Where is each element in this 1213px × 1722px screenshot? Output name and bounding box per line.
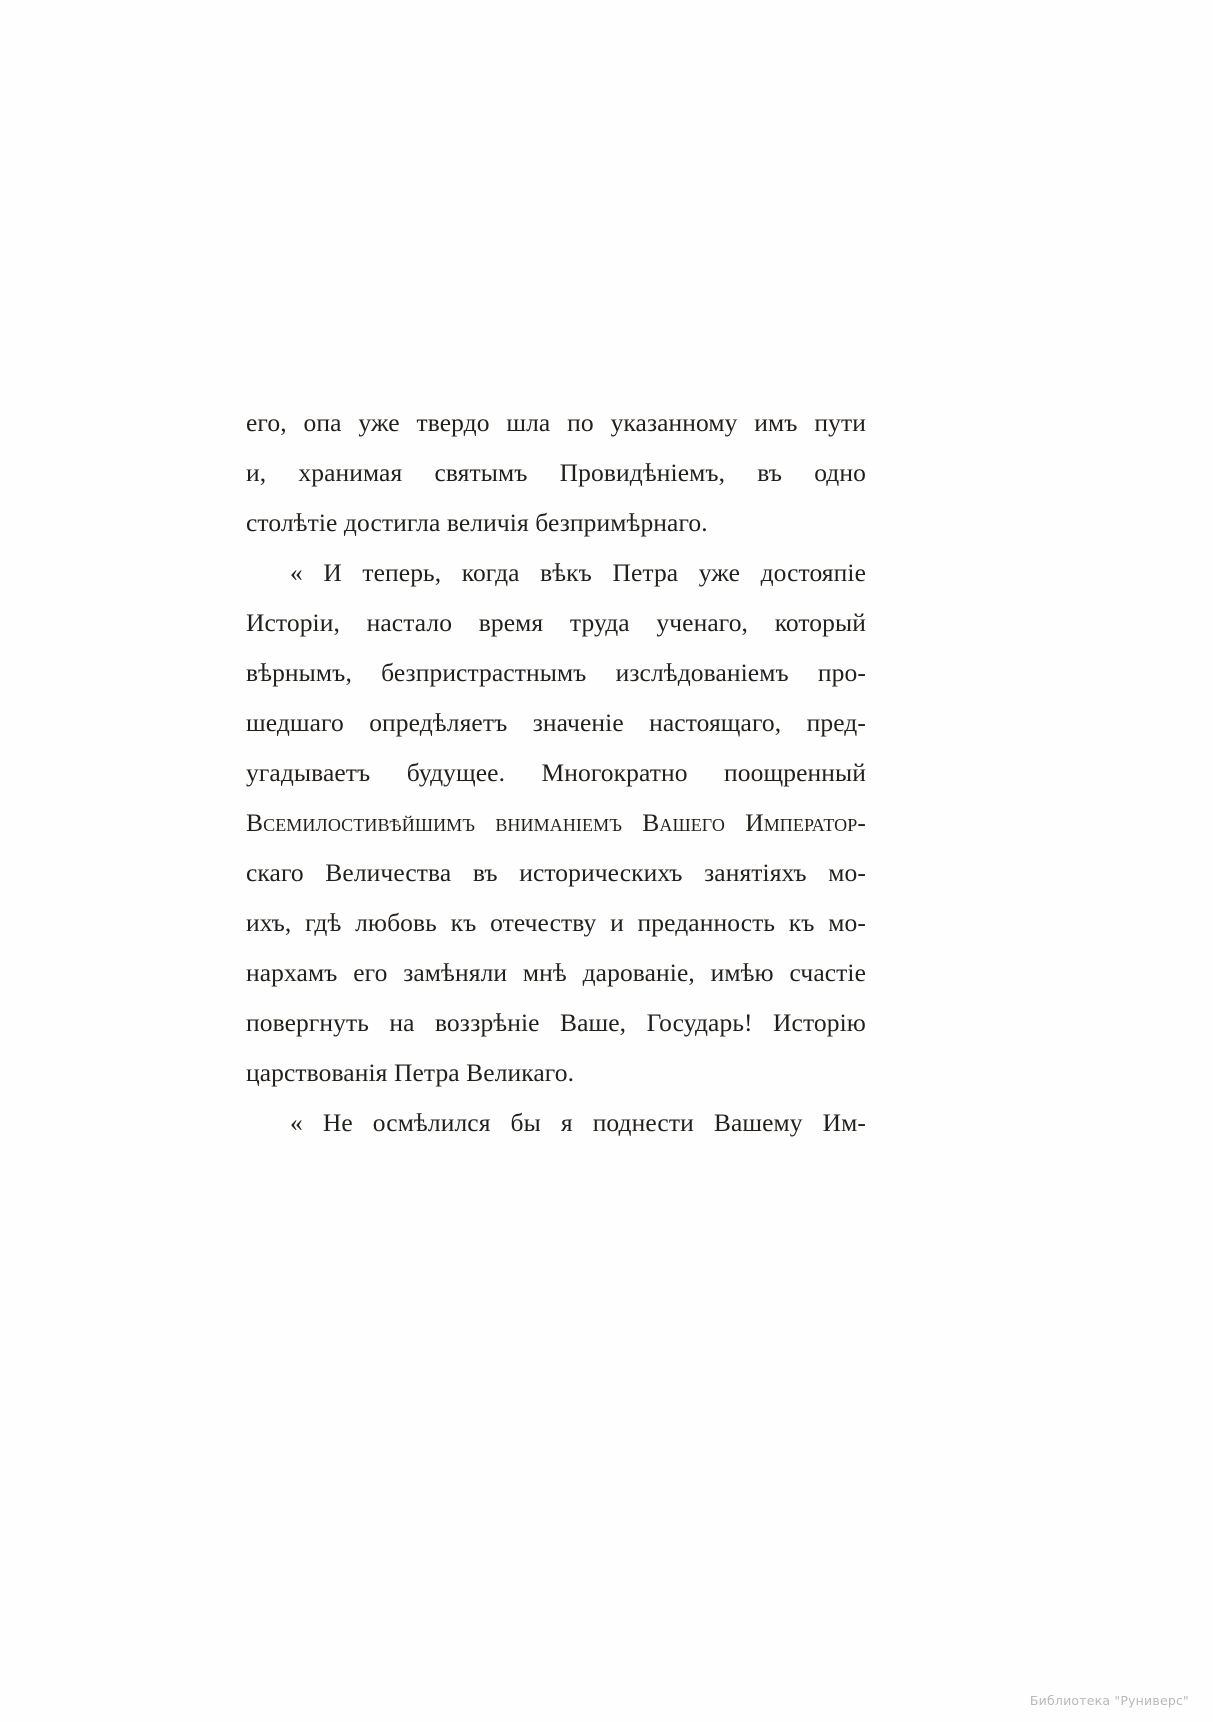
word: поднести: [592, 1108, 694, 1137]
word: опа: [303, 408, 342, 437]
word: по: [567, 408, 594, 437]
word: нархамъ: [246, 958, 338, 987]
word: Всемилостивѣйшимъ: [246, 808, 476, 837]
word: указанному: [610, 408, 738, 437]
word: пред-: [806, 708, 866, 737]
word: гдѣ: [305, 908, 342, 937]
word: шедшаго: [246, 708, 344, 737]
word: его,: [246, 408, 287, 437]
word: который: [774, 608, 866, 637]
word: Государь!: [646, 1008, 753, 1037]
word: къ: [450, 908, 477, 937]
word: одно: [814, 458, 866, 487]
library-credit: Библиотека "Руниверс": [1029, 1693, 1189, 1708]
word: достояпіе: [760, 558, 866, 587]
text-line: [246, 598, 866, 648]
word: шла: [506, 408, 551, 437]
word: дарованіе,: [582, 958, 695, 987]
word: воззрѣніе: [434, 1008, 540, 1037]
word: занятіяхъ: [704, 858, 807, 887]
word: Многократно: [541, 758, 688, 787]
word: повергнуть: [246, 1008, 369, 1037]
word: отечеству: [490, 908, 597, 937]
word: мо-: [828, 908, 866, 937]
word: къ: [788, 908, 815, 937]
word: Им-: [822, 1108, 866, 1137]
word: опредѣляетъ: [369, 708, 508, 737]
word: вѣкъ: [540, 558, 592, 587]
word: труда: [569, 608, 630, 637]
word: на: [389, 1008, 415, 1037]
word: уже: [358, 408, 400, 437]
word: Вашему: [713, 1108, 803, 1137]
paragraph-1: [246, 398, 866, 548]
text-line: [246, 948, 866, 998]
word: въ: [757, 458, 783, 487]
word: замѣняли: [403, 958, 508, 987]
word: поощренный: [724, 758, 866, 787]
word: Исторію: [773, 1008, 866, 1037]
word: теперь,: [362, 558, 442, 587]
text-line: [246, 448, 866, 498]
word: «: [290, 1108, 303, 1137]
word: счастіе: [789, 958, 866, 987]
word: святымъ: [434, 458, 528, 487]
paragraph-2: [246, 548, 866, 1098]
word: въ: [472, 858, 498, 887]
word: Не: [322, 1108, 353, 1137]
text-line: [246, 548, 866, 598]
text-line: [246, 898, 866, 948]
word: будущее.: [406, 758, 506, 787]
word: любовь: [355, 908, 437, 937]
word: бы: [510, 1108, 541, 1137]
word: настоящаго,: [649, 708, 782, 737]
word: Ваше,: [560, 1008, 627, 1037]
word: ученаго,: [656, 608, 749, 637]
word: твердо: [416, 408, 490, 437]
word: и: [610, 908, 624, 937]
word: мнѣ: [522, 958, 567, 987]
text-line: [246, 998, 866, 1048]
word: время: [478, 608, 544, 637]
paragraph-3: [246, 1098, 866, 1148]
word: Вашего: [642, 808, 725, 837]
word: преданность: [637, 908, 776, 937]
word: настало: [366, 608, 453, 637]
word: пути: [814, 408, 866, 437]
text-line: [246, 748, 866, 798]
word: И: [323, 558, 342, 587]
word: когда: [461, 558, 520, 587]
word: про-: [817, 658, 866, 687]
word: «: [290, 558, 303, 587]
text-line: [246, 1098, 866, 1148]
word: изслѣдованіемъ: [615, 658, 789, 687]
word: вниманіемъ: [495, 808, 623, 837]
text-line: [246, 648, 866, 698]
word: мо-: [828, 858, 866, 887]
text-line: [246, 398, 866, 448]
word: Провидѣніемъ,: [559, 458, 726, 487]
word: я: [560, 1108, 573, 1137]
word: имъ: [754, 408, 798, 437]
word: Величества: [325, 858, 452, 887]
word: вѣрнымъ,: [246, 658, 352, 687]
word: Император-: [745, 808, 866, 837]
word: уже: [698, 558, 741, 587]
word: его: [353, 958, 388, 987]
word: значеніе: [532, 708, 624, 737]
word: угадываетъ: [246, 758, 371, 787]
text-line: [246, 848, 866, 898]
word: Исторіи,: [246, 608, 340, 637]
text-line: [246, 698, 866, 748]
word: хранимая: [298, 458, 403, 487]
text-line: царствованія Петра Великаго.: [246, 1058, 575, 1087]
word: Петра: [612, 558, 679, 587]
body-text: [246, 398, 866, 1148]
text-line: [246, 798, 866, 848]
word: историческихъ: [519, 858, 683, 887]
word: имѣю: [710, 958, 774, 987]
word: и,: [246, 458, 267, 487]
word: скаго: [246, 858, 304, 887]
word: осмѣлился: [372, 1108, 491, 1137]
word: ихъ,: [246, 908, 292, 937]
word: безпристрастнымъ: [381, 658, 587, 687]
text-line: столѣтіе достигла величія безпримѣрнаго.: [246, 508, 708, 537]
